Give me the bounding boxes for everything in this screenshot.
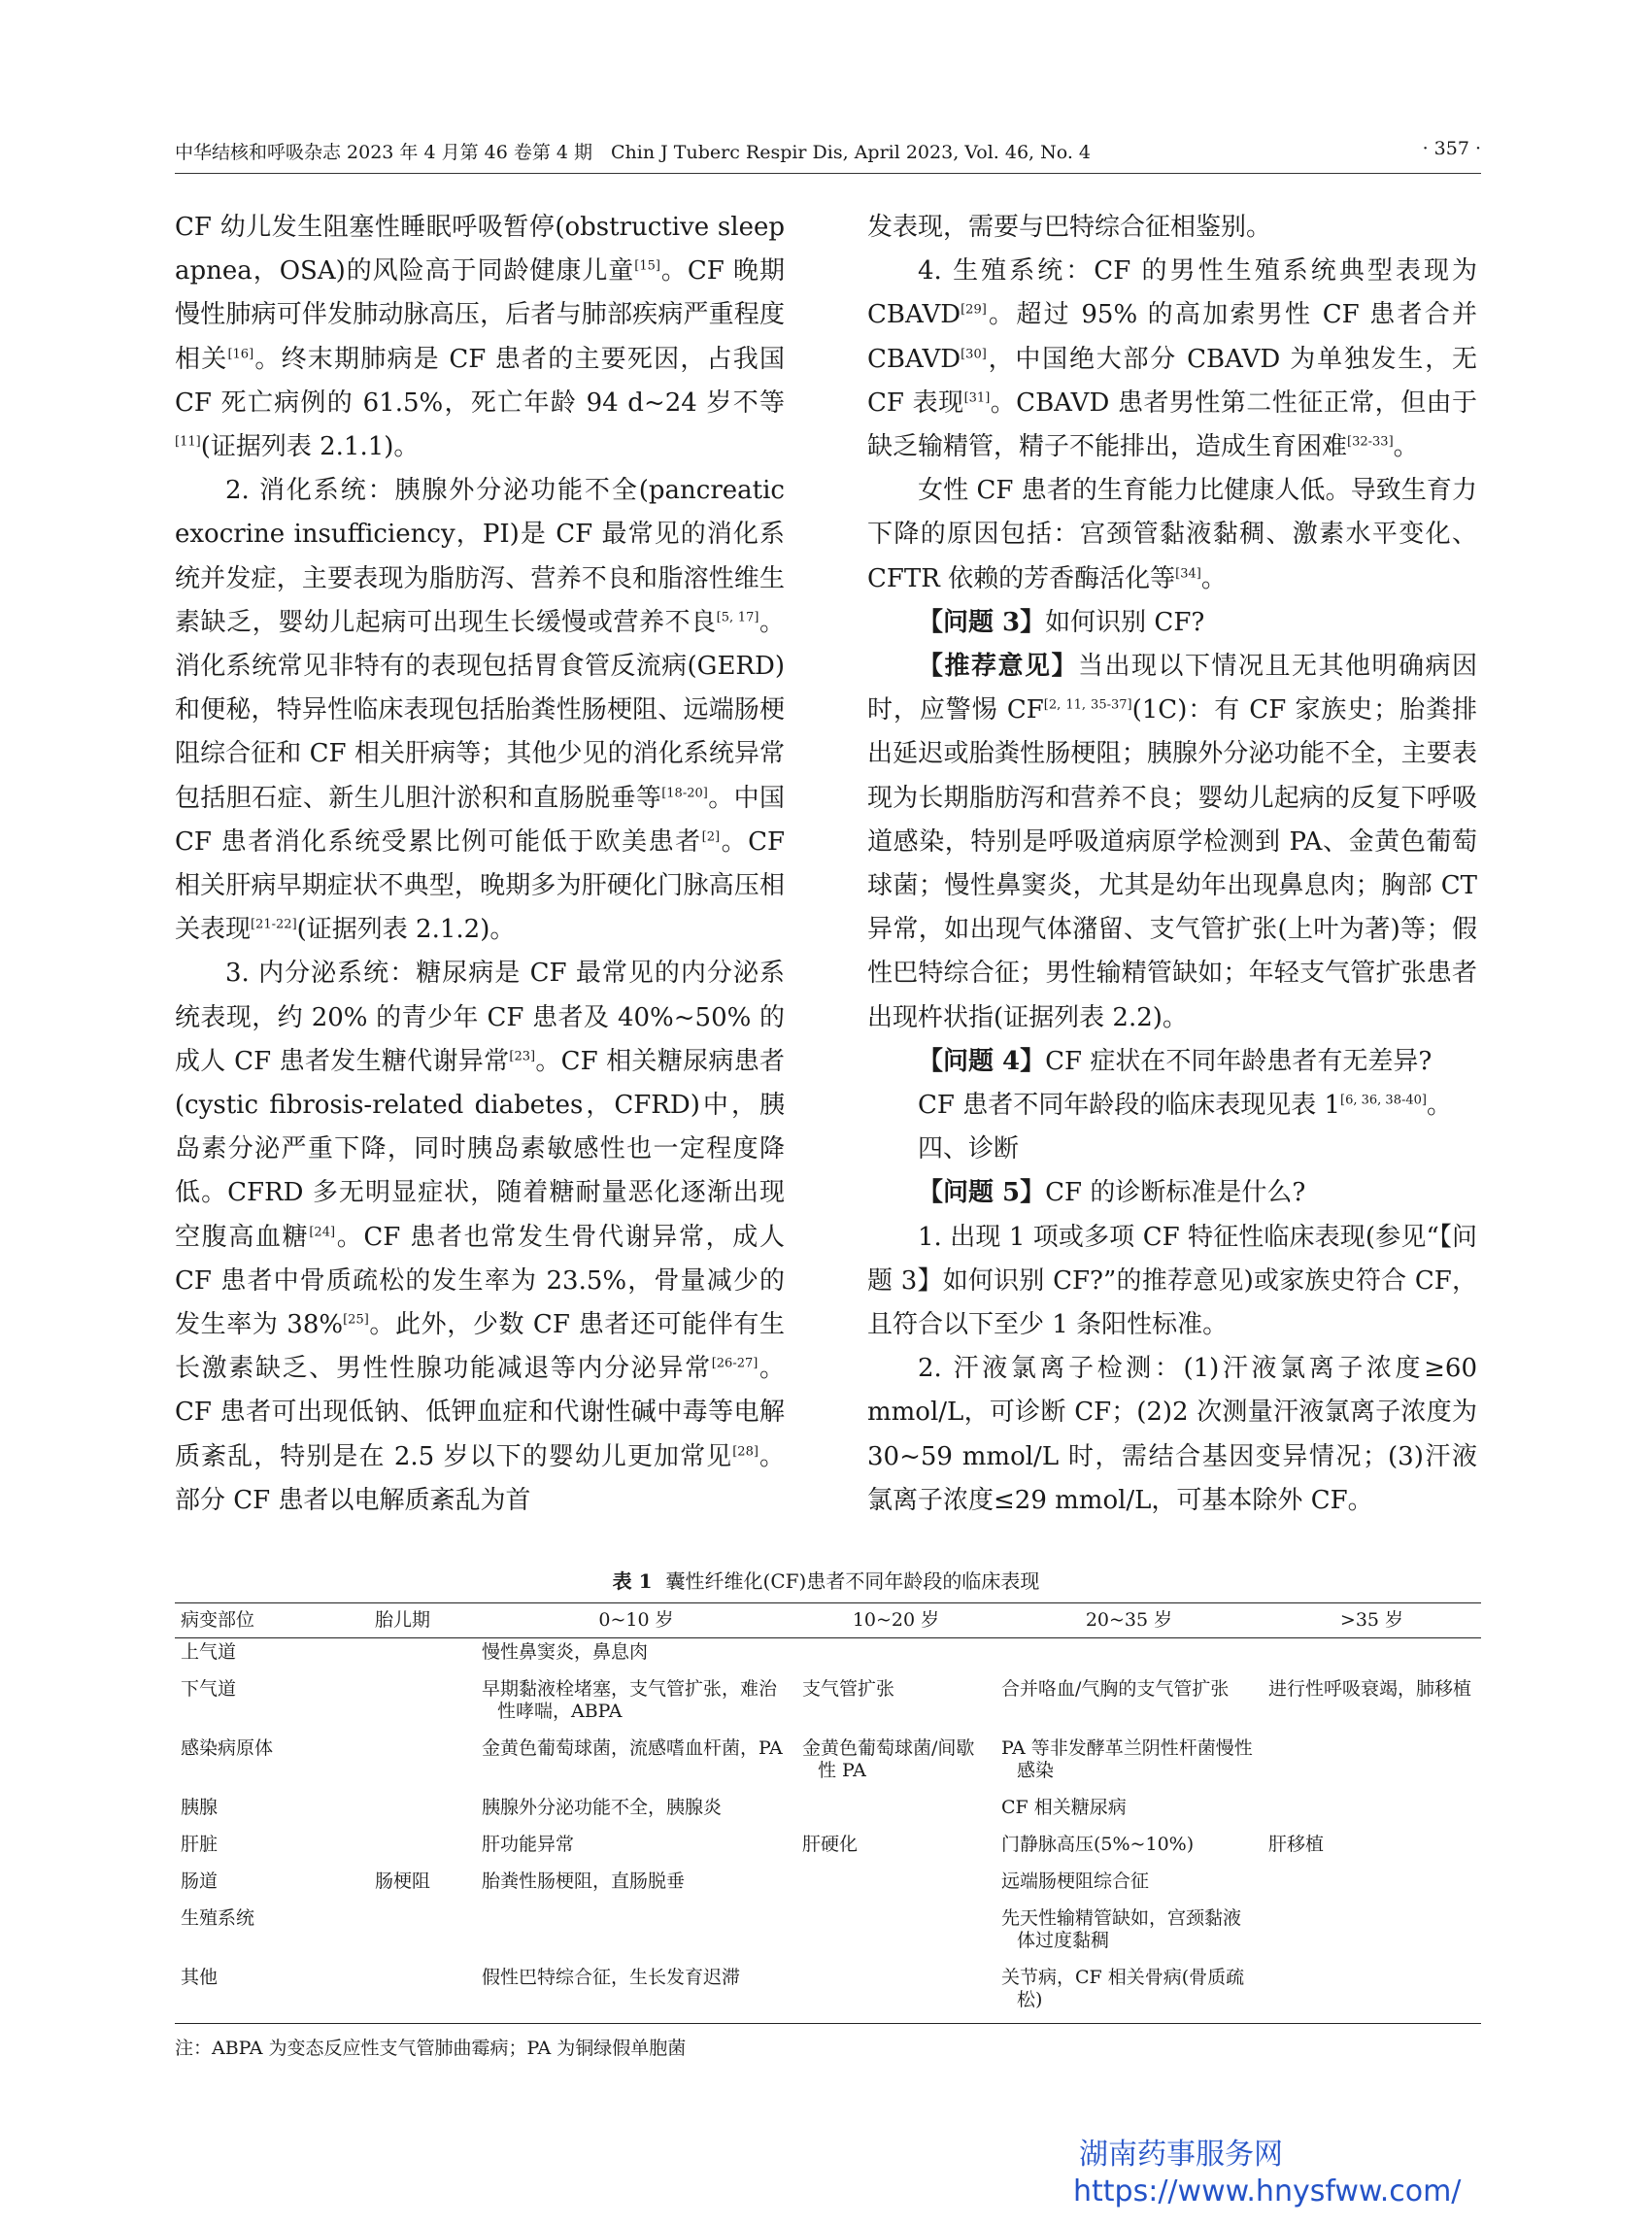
header-10-20: 10~20 岁 bbox=[796, 1603, 995, 1638]
table-row: 其他 假性巴特综合征，生长发育迟滞 关节病，CF 相关骨病(骨质疏松) bbox=[175, 1964, 1481, 2024]
section-heading-diagnosis: 四、诊断 bbox=[918, 1134, 1020, 1164]
paragraph-table-ref: CF 患者不同年龄段的临床表现见表 1[6, 36, 38-40]。 bbox=[918, 1091, 1452, 1121]
paragraph-continuation: 发表现，需要与巴特综合征相鉴别。 bbox=[867, 213, 1272, 242]
table-title: 囊性纤维化(CF)患者不同年龄段的临床表现 bbox=[665, 1569, 1040, 1593]
table-caption bbox=[0, 1566, 1652, 1594]
paragraph-reproductive: 4. 生殖系统：CF 的男性生殖系统典型表现为 CBAVD[29]。超过 95% 的高加索男性 CF 患者合并 CBAVD[30]，中国绝大部分 CBAVD 为单独发生，无 CF 表现[31]。CBAVD 患者男性第二性征正常，但由于缺乏输精管，精子不能排出，造成生育困难[32-33]。 bbox=[867, 256, 1477, 462]
watermark-name: 湖南药事服务网 bbox=[1079, 2138, 1283, 2172]
running-header bbox=[175, 134, 1481, 169]
header-35-plus: >35 岁 bbox=[1263, 1603, 1481, 1638]
header-0-10: 0~10 岁 bbox=[476, 1603, 796, 1638]
right-column bbox=[867, 206, 1477, 1523]
table-row: 感染病原体 金黄色葡萄球菌，流感嗜血杆菌，PA 金黄色葡萄球菌/间歇性 PA PA 等非发酵革兰阴性杆菌慢性感染 bbox=[181, 1737, 1253, 1781]
table-row: 上气道 慢性鼻窦炎，鼻息肉 bbox=[181, 1641, 649, 1663]
question-4: 【问题 4】CF 症状在不同年龄患者有无差异? bbox=[918, 1046, 1433, 1076]
header-rule bbox=[175, 173, 1481, 174]
paragraph-female-fertility: 女性 CF 患者的生育能力比健康人低。导致生育力下降的原因包括：宫颈管黏液黏稠、激素水平变化、CFTR 依赖的芳香酶活化等[34]。 bbox=[867, 476, 1477, 593]
table-row: 下气道 早期黏液栓堵塞，支气管扩张，难治性哮喘，ABPA 支气管扩张 合并咯血/气胸的支气管扩张 进行性呼吸衰竭，肺移植 bbox=[181, 1678, 1472, 1722]
table-row: 肝脏 肝功能异常 肝硬化 门静脉高压(5%~10%) 肝移植 bbox=[181, 1834, 1325, 1855]
paragraph-criteria-2: 2. 汗液氯离子检测：(1)汗液氯离子浓度≥60 mmol/L，可诊断 CF；(2)2 次测量汗液氯离子浓度为 30~59 mmol/L 时，需结合基因变异情况；(3)汗液氯离子浓度≤29 mmol/L，可基本除外 CF。 bbox=[867, 1354, 1477, 1515]
paragraph-endocrine: 3. 内分泌系统：糖尿病是 CF 最常见的内分泌系统表现，约 20% 的青少年 CF 患者及 40%~50% 的成人 CF 患者发生糖代谢异常[23]。CF 相关糖尿病患者(cystic fibrosis-related diabetes，CFRD)中，胰岛素分泌严重下降，同时胰岛素敏感性也一定程度降低。CFRD 多无明显症状，随着糖耐量恶化逐渐出现空腹高血糖[24]。CF 患者也常发生骨代谢异常，成人 CF 患者中骨质疏松的发生率为 23.5%，骨量减少的发生率为 38%[25]。此外，少数 CF 患者还可能伴有生长激素缺乏、男性性腺功能减退等内分泌异常[26-27]。CF 患者可出现低钠、低钾血症和代谢性碱中毒等电解质紊乱，特别是在 2.5 岁以下的婴幼儿更加常见[28]。部分 CF 患者以电解质紊乱为首 bbox=[175, 959, 785, 1515]
table-row: 肠道 肠梗阻 胎粪性肠梗阻，直肠脱垂 远端肠梗阻综合征 bbox=[181, 1871, 1150, 1892]
watermark bbox=[1073, 2137, 1461, 2210]
table-row: 生殖系统 先天性输精管缺如，宫颈黏液体过度黏稠 bbox=[181, 1907, 1242, 1951]
watermark-url[interactable]: https://www.hnysfww.com/ bbox=[1073, 2174, 1462, 2208]
paragraph-respiratory: CF 幼儿发生阻塞性睡眠呼吸暂停(obstructive sleep apnea，OSA)的风险高于同龄健康儿童[15]。CF 晚期慢性肺病可伴发肺动脉高压，后者与肺部疾病严重程度相关[16]。终末期肺病是 CF 患者的主要死因，占我国 CF 死亡病例的 61.5%，死亡年龄 94 d~24 岁不等[11](证据列表 2.1.1)。 bbox=[175, 213, 785, 462]
paragraph-criteria-1: 1. 出现 1 项或多项 CF 特征性临床表现(参见“【问题 3】如何识别 CF?”的推荐意见)或家族史符合 CF，且符合以下至少 1 条阳性标准。 bbox=[867, 1222, 1477, 1340]
table-label: 表 1 bbox=[612, 1569, 653, 1593]
paragraph-digestive: 2. 消化系统：胰腺外分泌功能不全(pancreatic exocrine insufficiency，PI)是 CF 最常见的消化系统并发症，主要表现为脂肪泻、营养不良和脂溶性维生素缺乏，婴幼儿起病可出现生长缓慢或营养不良[5, 17]。消化系统常见非特有的表现包括胃食管反流病(GERD)和便秘，特异性临床表现包括胎粪性肠梗阻、远端肠梗阻综合征和 CF 相关肝病等；其他少见的消化系统异常包括胆石症、新生儿胆汁淤积和直肠脱垂等[18-20]。中国 CF 患者消化系统受累比例可能低于欧美患者[2]。CF 相关肝病早期症状不典型，晚期多为肝硬化门脉高压相关表现[21-22](证据列表 2.1.2)。 bbox=[175, 476, 786, 945]
question-3: 【问题 3】如何识别 CF? bbox=[918, 607, 1205, 637]
table-row: 胰腺 胰腺外分泌功能不全，胰腺炎 CF 相关糖尿病 bbox=[181, 1797, 1127, 1818]
left-column bbox=[175, 206, 785, 1523]
header-20-35: 20~35 岁 bbox=[995, 1603, 1263, 1638]
question-5: 【问题 5】CF 的诊断标准是什么? bbox=[918, 1178, 1306, 1208]
table-header-row bbox=[175, 1603, 1481, 1638]
recommendation: 【推荐意见】当出现以下情况且无其他明确病因时，应警惕 CF[2, 11, 35-37](1C)：有 CF 家族史；胎粪排出延迟或胎粪性肠梗阻；胰腺外分泌功能不全，主要表现为长期脂肪泻和营养不良；婴幼儿起病的反复下呼吸道感染，特别是呼吸道病原学检测到 PA、金黄色葡萄球菌；慢性鼻窦炎，尤其是幼年出现鼻息肉；胸部 CT 异常，如出现气体潴留、支气管扩张(上叶为著)等；假性巴特综合征；男性输精管缺如；年轻支气管扩张患者出现杵状指(证据列表 2.2)。 bbox=[867, 652, 1478, 1032]
page-number: · 357 · bbox=[1422, 138, 1481, 159]
table-note: 注：ABPA 为变态反应性支气管肺曲霉病；PA 为铜绿假单胞菌 bbox=[175, 2038, 687, 2059]
journal-info: 中华结核和呼吸杂志 2023 年 4 月第 46 卷第 4 期 Chin J Tuberc Respir Dis, April 2023, Vol. 46, No. 4 bbox=[175, 142, 1092, 163]
clinical-table bbox=[175, 1602, 1481, 2024]
header-fetal: 胎儿期 bbox=[369, 1603, 476, 1638]
header-site: 病变部位 bbox=[175, 1603, 369, 1638]
